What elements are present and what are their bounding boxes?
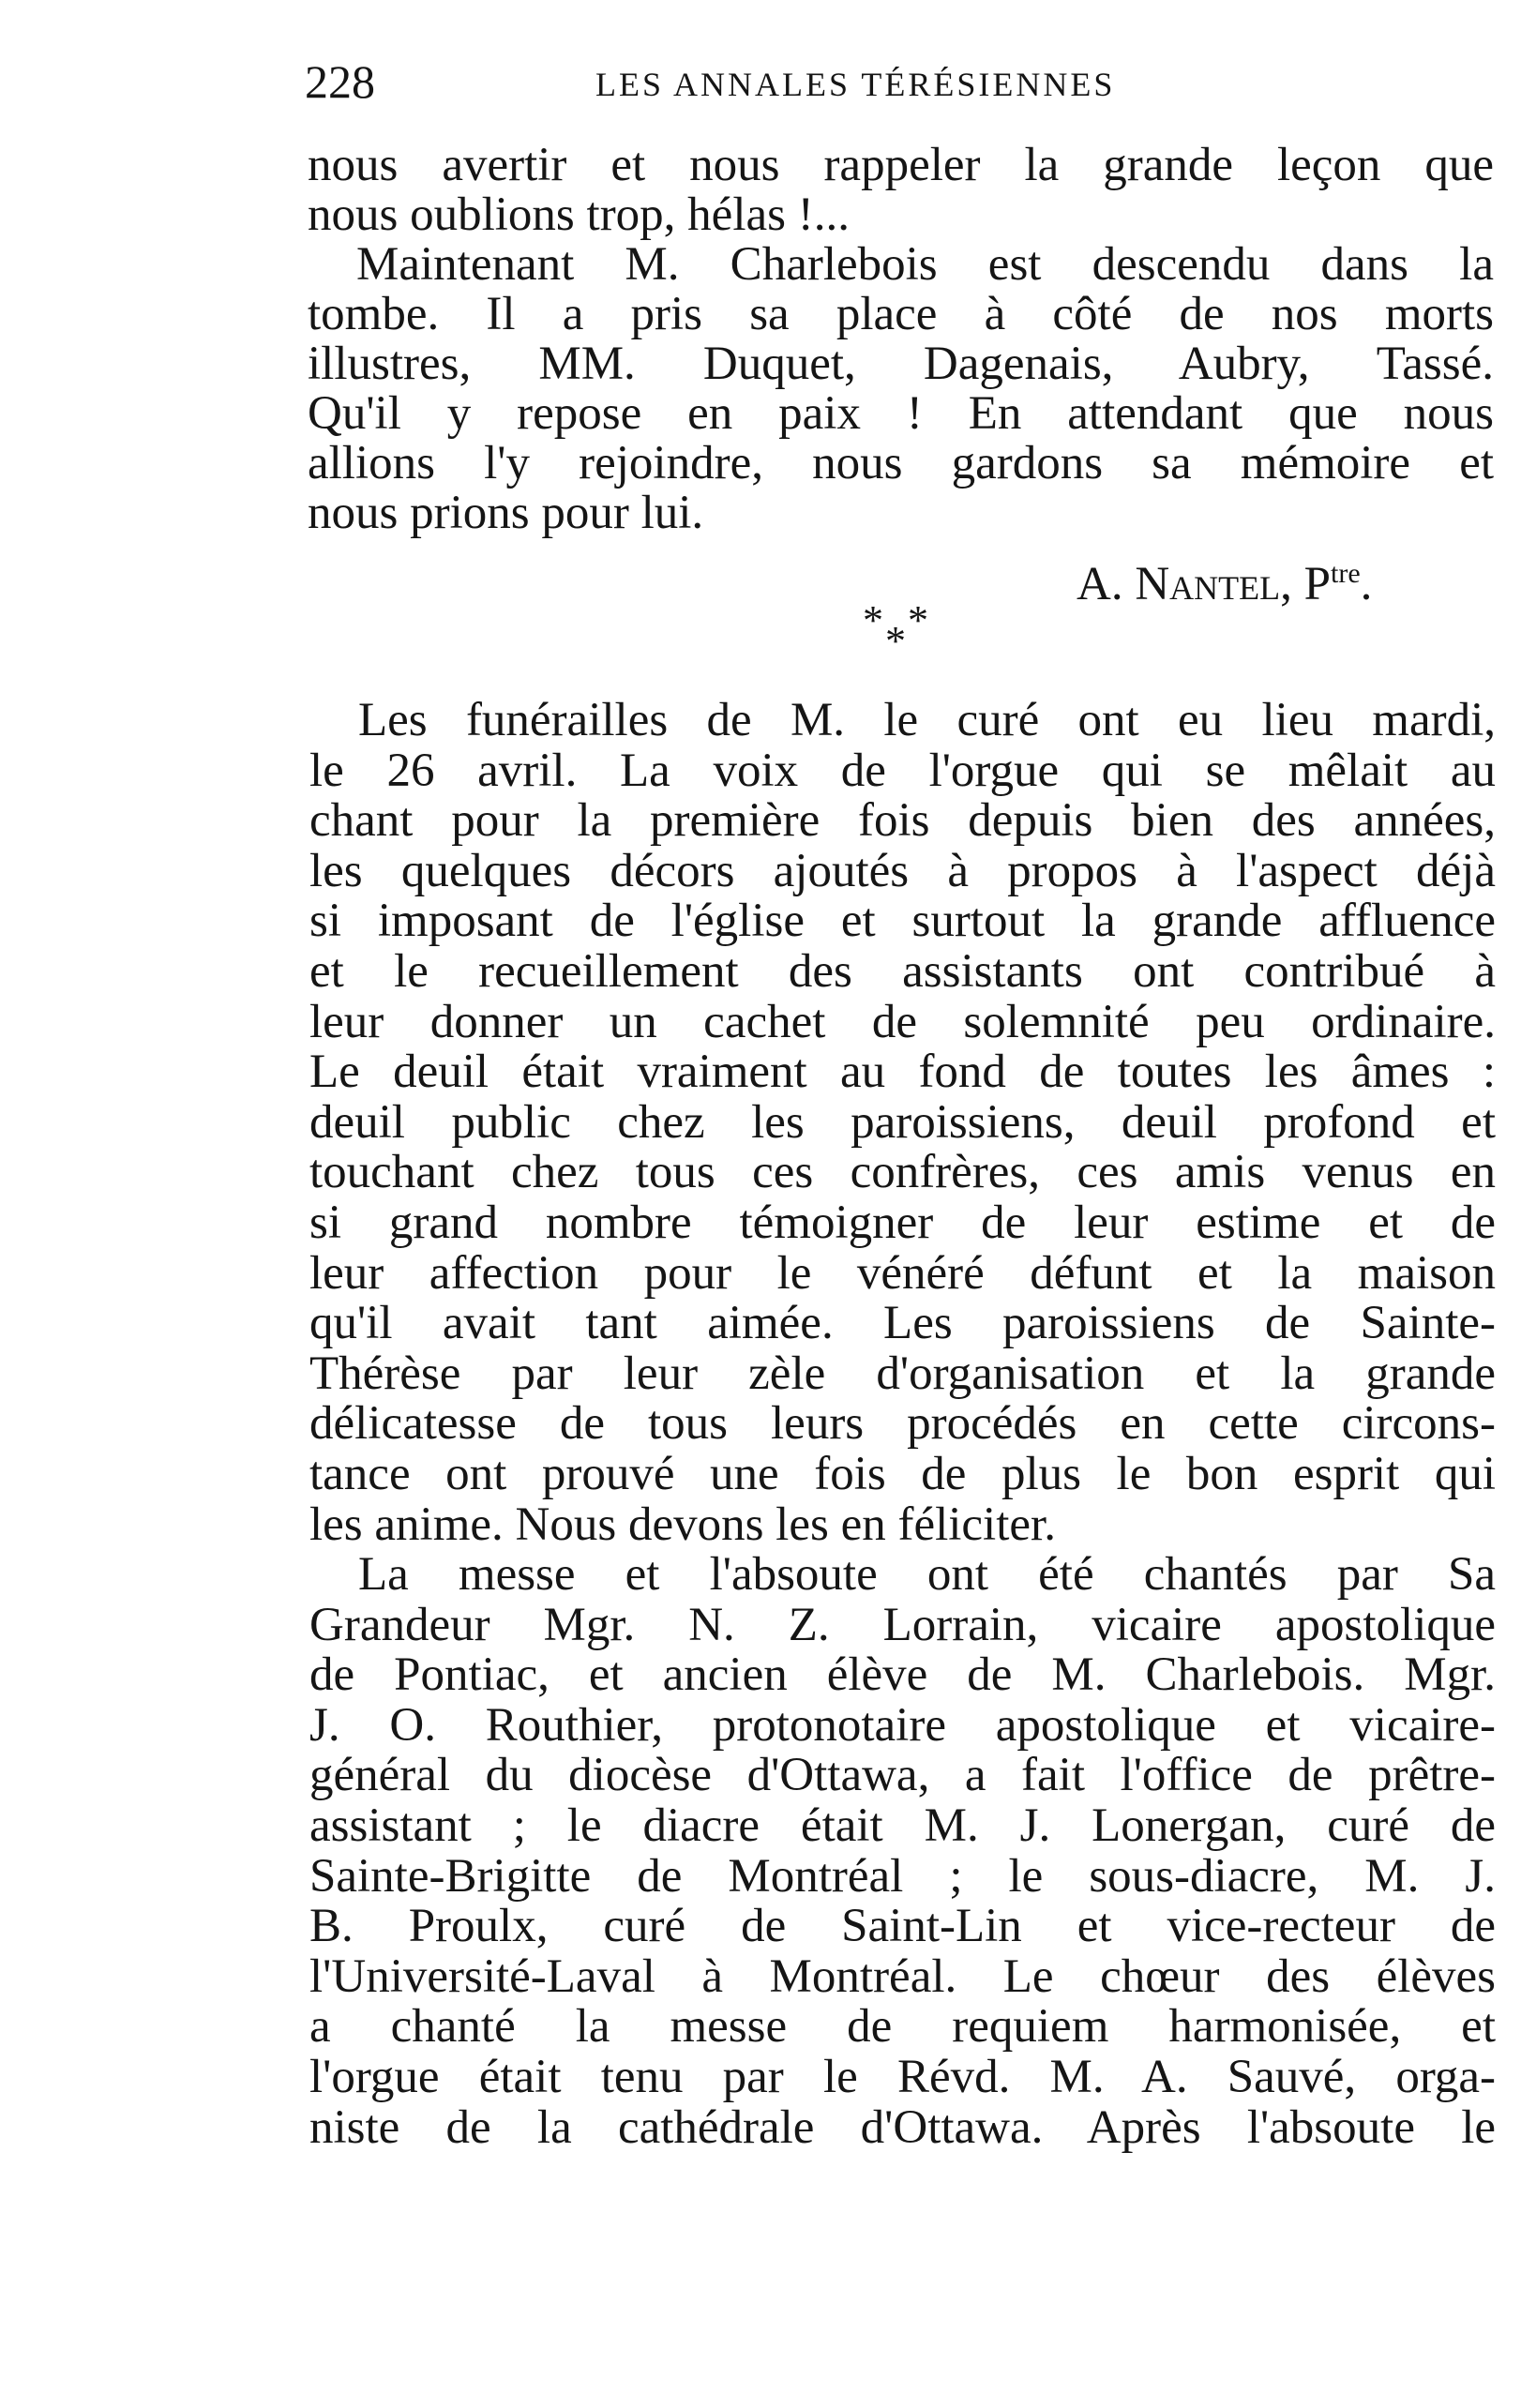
asterisk: * — [885, 618, 906, 664]
text-line: Grandeur Mgr. N. Z. Lorrain, vicaire apostolique — [309, 1598, 1496, 1651]
text-line: nous prions pour lui. — [308, 487, 704, 539]
running-head: LES ANNALES TÉRÉSIENNES — [595, 66, 1116, 103]
text-line: touchant chez tous ces confrères, ces amis venus en — [309, 1146, 1496, 1199]
text-line: nous avertir et nous rappeler la grande leçon que — [308, 139, 1494, 191]
page-header — [305, 49, 1355, 114]
text-line: deuil public chez les paroissiens, deuil profond et — [309, 1095, 1496, 1149]
text-line: Maintenant M. Charlebois est descendu dans la — [356, 238, 1494, 291]
signature-name: Nantel, — [1135, 558, 1292, 610]
text-line: a chanté la messe de requiem harmonisée, et — [309, 2000, 1496, 2054]
text-line: qu'il avait tant aimée. Les paroissiens de Sainte- — [309, 1297, 1496, 1350]
text-line: illustres, MM. Duquet, Dagenais, Aubry, Tassé. — [308, 338, 1494, 390]
signature-initial: A. — [1077, 558, 1123, 610]
text-line: Sainte-Brigitte de Montréal ; le sous-diacre, M. J. — [309, 1849, 1496, 1903]
text-line: J. O. Routhier, protonotaire apostolique et vicaire- — [309, 1698, 1496, 1752]
text-line: allions l'y rejoindre, nous gardons sa mémoire et — [308, 437, 1494, 489]
text-line: le 26 avril. La voix de l'orgue qui se mêlait au — [309, 744, 1496, 797]
asterism-separator — [863, 597, 947, 666]
text-line: Le deuil était vraiment au fond de toutes les âmes : — [309, 1046, 1496, 1099]
asterisk: * — [863, 597, 883, 643]
signature-title: P — [1303, 558, 1332, 610]
text-line: leur affection pour le vénéré défunt et la maison — [309, 1246, 1496, 1300]
text-line: l'Université-Laval à Montréal. Le chœur des élèves — [309, 1949, 1496, 2003]
funeral-account — [309, 696, 1496, 2153]
text-line: Thérèse par leur zèle d'organisation et la grande — [309, 1347, 1496, 1400]
text-line: leur donner un cachet de solemnité peu ordinaire. — [309, 995, 1496, 1048]
text-line: et le recueillement des assistants ont contribué à — [309, 944, 1496, 998]
text-line: les quelques décors ajoutés à propos à l'aspect déjà — [309, 844, 1496, 897]
text-line: si grand nombre témoigner de leur estime et de — [309, 1196, 1496, 1249]
text-line: Les funérailles de M. le curé ont eu lieu mardi, — [358, 694, 1496, 746]
asterisk: * — [908, 597, 928, 643]
signature-title-sup: tre — [1331, 558, 1361, 589]
text-line: l'orgue était tenu par le Révd. M. A. Sauvé, orga- — [309, 2051, 1496, 2104]
text-line: B. Proulx, curé de Saint-Lin et vice-recteur de — [309, 1900, 1496, 1953]
text-line: niste de la cathédrale d'Ottawa. Après l'absoute le — [309, 2100, 1496, 2154]
text-line: La messe et l'absoute ont été chantés par Sa — [358, 1548, 1496, 1602]
signature-period: . — [1360, 558, 1373, 610]
text-line: chant pour la première fois depuis bien des années, — [309, 794, 1496, 848]
text-line: de Pontiac, et ancien élève de M. Charlebois. Mgr. — [309, 1648, 1496, 1702]
text-line: Qu'il y repose en paix ! En attendant que nous — [308, 387, 1494, 440]
paragraph-closing-eulogy — [308, 141, 1494, 538]
author-signature — [1077, 546, 1372, 612]
text-line: assistant ; le diacre était M. J. Lonergan, curé de — [309, 1799, 1496, 1853]
page-number: 228 — [305, 55, 375, 108]
text-line: nous oublions trop, hélas !... — [308, 188, 850, 241]
text-line: délicatesse de tous leurs procédés en cette circons- — [309, 1397, 1496, 1451]
text-line: tombe. Il a pris sa place à côté de nos morts — [308, 288, 1494, 340]
text-line: tance ont prouvé une fois de plus le bon esprit qui — [309, 1447, 1496, 1500]
text-line: les anime. Nous devons les en féliciter. — [309, 1497, 1056, 1551]
text-line: si imposant de l'église et surtout la grande affluence — [309, 895, 1496, 948]
text-line: général du diocèse d'Ottawa, a fait l'office de prêtre- — [309, 1749, 1496, 1802]
